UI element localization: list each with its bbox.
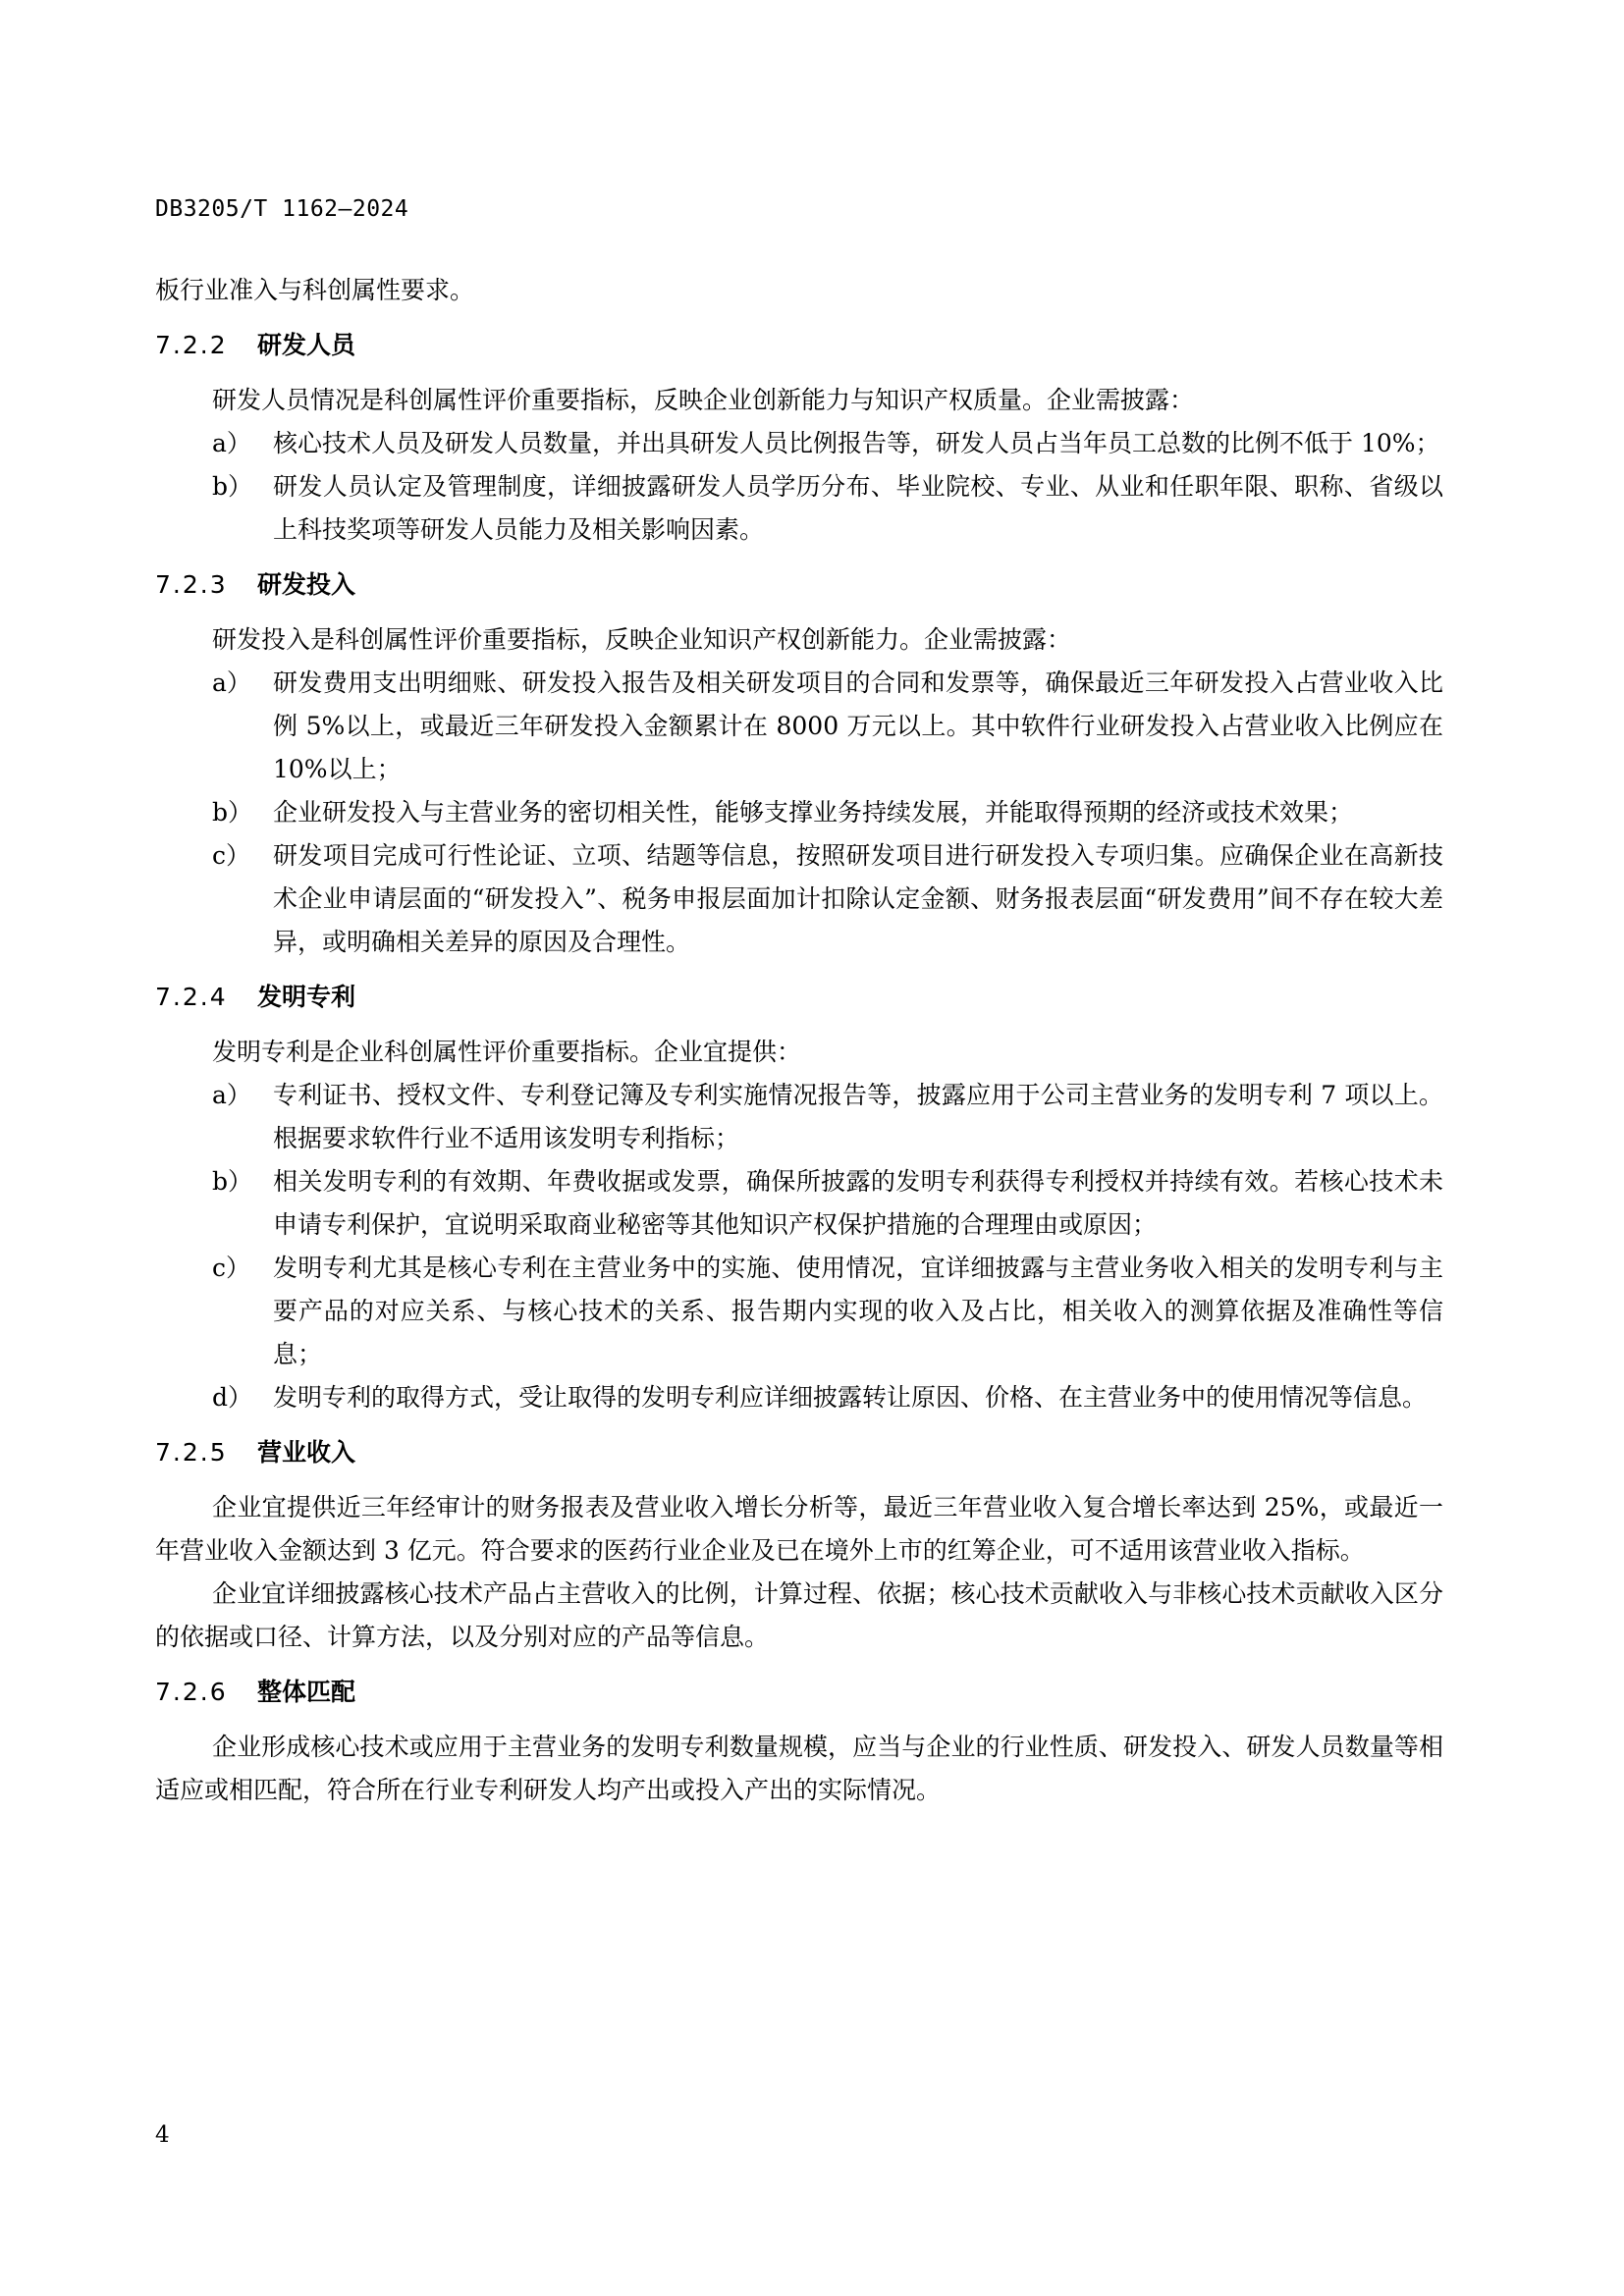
list-item xyxy=(155,422,1443,465)
body-paragraph: 企业形成核心技术或应用于主营业务的发明专利数量规模，应当与企业的行业性质、研发投入、研发人员数量等相适应或相匹配，符合所在行业专利研发人均产出或投入产出的实际情况。 xyxy=(155,1733,1443,1804)
section-title: 整体匹配 xyxy=(257,1678,356,1706)
section-heading-7-2-2 xyxy=(155,324,1443,367)
list-item-text: 相关发明专利的有效期、年费收据或发票，确保所披露的发明专利获得专利授权并持续有效。若核心技术未申请专利保护，宜说明采取商业秘密等其他知识产权保护措施的合理理由或原因； xyxy=(273,1167,1443,1239)
list-item-label: c） xyxy=(212,1254,251,1282)
list-item-text: 研发项目完成可行性论证、立项、结题等信息，按照研发项目进行研发投入专项归集。应确保企业在高新技术企业申请层面的“研发投入”、税务申报层面加计扣除认定金额、财务报表层面“研发费用”间不存在较大差异，或明确相关差异的原因及合理性。 xyxy=(273,841,1443,956)
list-item-label: d） xyxy=(212,1383,253,1412)
body-paragraph: 企业宜提供近三年经审计的财务报表及营业收入增长分析等，最近三年营业收入复合增长率达到 25%，或最近一年营业收入金额达到 3 亿元。符合要求的医药行业企业及已在境外上市的红筹企业，可不适用该营业收入指标。 xyxy=(155,1493,1443,1565)
list-item-text: 研发费用支出明细账、研发投入报告及相关研发项目的合同和发票等，确保最近三年研发投入占营业收入比例 5%以上，或最近三年研发投入金额累计在 8000 万元以上。其中软件行业研发投入占营业收入比例应在 10%以上； xyxy=(273,668,1443,783)
section-heading-7-2-4 xyxy=(155,976,1443,1019)
list-item xyxy=(155,1160,1443,1247)
section-number: 7.2.6 xyxy=(155,1678,228,1706)
list-item-label: b） xyxy=(212,1167,253,1196)
section-lead: 研发人员情况是科创属性评价重要指标，反映企业创新能力与知识产权质量。企业需披露： xyxy=(212,386,1195,414)
list-item-label: a） xyxy=(212,429,251,457)
list-item-label: a） xyxy=(212,1081,251,1109)
list-item xyxy=(155,834,1443,964)
list-item xyxy=(155,1376,1443,1419)
list-item-text: 发明专利的取得方式，受让取得的发明专利应详细披露转让原因、价格、在主营业务中的使用情况等信息。 xyxy=(273,1383,1428,1412)
section-number: 7.2.4 xyxy=(155,983,228,1011)
list-item-text: 发明专利尤其是核心专利在主营业务中的实施、使用情况，宜详细披露与主营业务收入相关的发明专利与主要产品的对应关系、与核心技术的关系、报告期内实现的收入及占比，相关收入的测算依据及准确性等信息； xyxy=(273,1254,1443,1368)
section-heading-7-2-5 xyxy=(155,1431,1443,1474)
list-item-text: 研发人员认定及管理制度，详细披露研发人员学历分布、毕业院校、专业、从业和任职年限、职称、省级以上科技奖项等研发人员能力及相关影响因素。 xyxy=(273,472,1443,544)
list-item-label: a） xyxy=(212,668,251,697)
intro-paragraph: 板行业准入与科创属性要求。 xyxy=(155,276,475,304)
section-lead: 发明专利是企业科创属性评价重要指标。企业宜提供： xyxy=(212,1038,802,1066)
standard-code: DB3205/T 1162—2024 xyxy=(155,196,409,222)
section-lead: 研发投入是科创属性评价重要指标，反映企业知识产权创新能力。企业需披露： xyxy=(212,625,1072,654)
section-heading-7-2-6 xyxy=(155,1671,1443,1714)
section-title: 研发人员 xyxy=(257,331,356,359)
list-item xyxy=(155,465,1443,552)
list-item xyxy=(155,1247,1443,1376)
list-item-text: 专利证书、授权文件、专利登记簿及专利实施情况报告等，披露应用于公司主营业务的发明专利 7 项以上。根据要求软件行业不适用该发明专利指标； xyxy=(273,1081,1443,1152)
list-item-label: c） xyxy=(212,841,251,870)
list-item xyxy=(155,1074,1443,1160)
list-item-text: 核心技术人员及研发人员数量，并出具研发人员比例报告等，研发人员占当年员工总数的比例不低于 10%； xyxy=(273,429,1440,457)
section-title: 发明专利 xyxy=(257,983,356,1011)
section-number: 7.2.5 xyxy=(155,1438,228,1467)
document-body xyxy=(155,269,1443,1812)
page-number: 4 xyxy=(155,2122,170,2148)
section-number: 7.2.3 xyxy=(155,570,228,599)
section-title: 研发投入 xyxy=(257,570,356,599)
list-item-label: b） xyxy=(212,472,253,501)
list-item xyxy=(155,662,1443,791)
list-item-label: b） xyxy=(212,798,253,827)
list-item-text: 企业研发投入与主营业务的密切相关性，能够支撑业务持续发展，并能取得预期的经济或技术效果； xyxy=(273,798,1354,827)
list-item xyxy=(155,791,1443,834)
body-paragraph: 企业宜详细披露核心技术产品占主营收入的比例，计算过程、依据；核心技术贡献收入与非核心技术贡献收入区分的依据或口径、计算方法，以及分别对应的产品等信息。 xyxy=(155,1579,1443,1651)
section-heading-7-2-3 xyxy=(155,563,1443,607)
section-number: 7.2.2 xyxy=(155,331,228,359)
section-title: 营业收入 xyxy=(257,1438,356,1467)
